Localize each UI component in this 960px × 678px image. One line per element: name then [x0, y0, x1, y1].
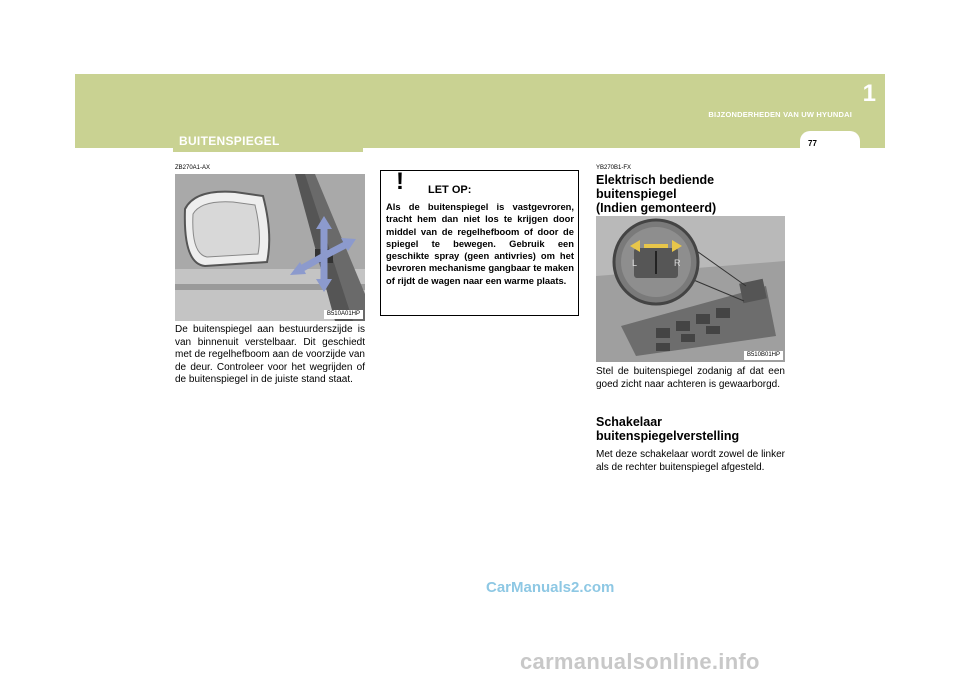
page-number: 77 — [808, 139, 817, 148]
warning-text: Als de buitenspiegel is vastgevroren, tracht hem dan niet los te krijgen door middel van de regelhefboom of door de spiegel te bewegen. Gebruik een geschikte spray (geen antivries) om het bevroren mechanisme gangbaar te maken of rijdt de wagen naar een warme plaats. — [386, 201, 574, 286]
mirror-description: De buitenspiegel aan bestuurderszijde is van binnenuit verstelbaar. Dit geschiedt met de regelhefboom aan de voorzijde van de deur. Controleer voor het wegrijden of de buitenspiegel in de juiste stand staat. — [175, 324, 365, 386]
switch-illustration — [596, 216, 785, 362]
mirror-adjust-text: Stel de buitenspiegel zodanig af dat een goed zicht naar achteren is gewaarborgd. — [596, 366, 785, 390]
subheading-switch-1: Schakelaar — [596, 415, 663, 429]
warning-box — [380, 170, 579, 316]
subheading-switch-2: buitenspiegelverstelling — [596, 429, 740, 443]
mirror-figure — [175, 174, 365, 321]
chapter-number: 1 — [862, 80, 876, 107]
switch-figure — [596, 216, 785, 362]
section-code-2: YB270B1-FX — [596, 165, 632, 171]
watermark-link[interactable]: CarManuals2.com — [486, 579, 615, 596]
heading-electric-mirror-1: Elektrisch bediende — [596, 173, 715, 187]
section-title: BUITENSPIEGEL — [179, 134, 280, 148]
heading-electric-mirror-3: (Indien gemonteerd) — [596, 201, 717, 215]
figure-label-2: B510B01HP — [744, 351, 783, 360]
watermark-footer: carmanualsonline.info — [520, 649, 760, 674]
heading-electric-mirror-2: buitenspiegel — [596, 187, 677, 201]
mirror-illustration — [175, 174, 365, 321]
warning-title: LET OP: — [428, 184, 472, 196]
warning-symbol: ! — [396, 168, 404, 195]
switch-left-label: L — [632, 258, 638, 268]
figure-label: B510A01HP — [324, 310, 363, 319]
chapter-title: BIJZONDERHEDEN VAN UW HYUNDAI — [708, 110, 852, 119]
section-code: ZB270A1-AX — [175, 165, 211, 171]
switch-right-label: R — [674, 258, 681, 268]
switch-description: Met deze schakelaar wordt zowel de linker als de rechter buitenspiegel afgesteld. — [596, 449, 785, 473]
